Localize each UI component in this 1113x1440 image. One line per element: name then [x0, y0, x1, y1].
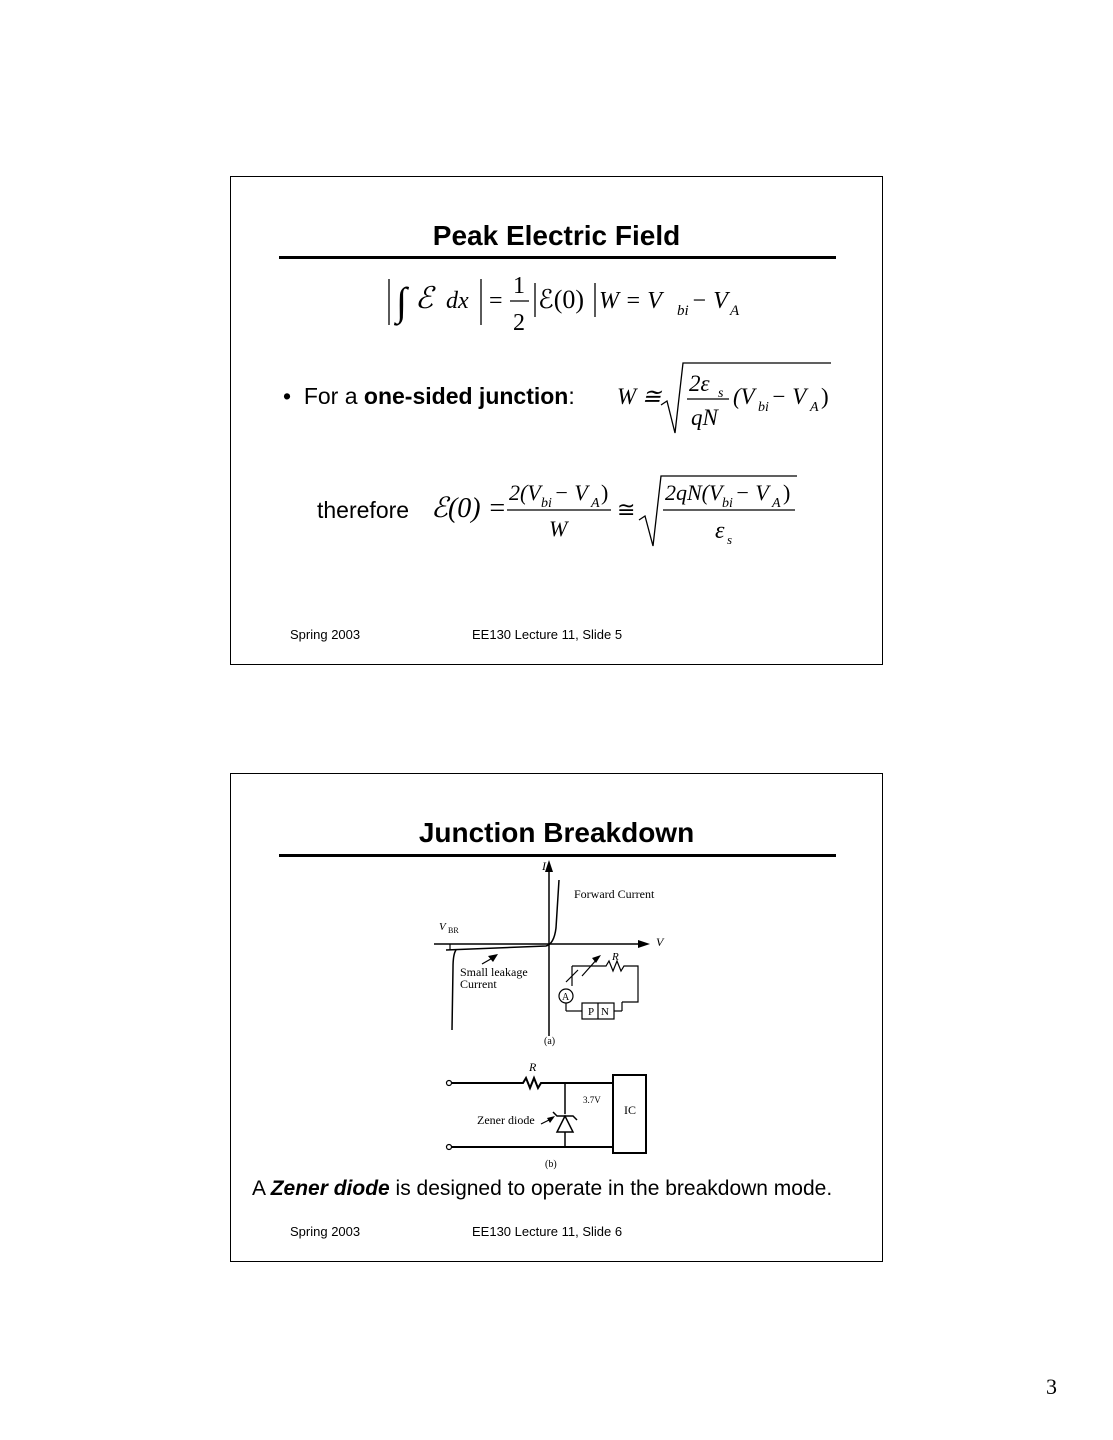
svg-text:2: 2 [513, 310, 525, 336]
svg-text:V: V [656, 935, 664, 949]
svg-text:R: R [612, 951, 619, 963]
svg-text:− V: − V [554, 480, 588, 505]
terminal-icon [447, 1145, 452, 1150]
svg-text:=: = [489, 288, 503, 314]
title-rule [279, 854, 836, 857]
svg-text:BR: BR [448, 926, 459, 935]
svg-text:(V: (V [733, 384, 755, 409]
svg-text:∫: ∫ [396, 279, 407, 324]
equation-peak-field [429, 470, 809, 555]
svg-text:(b): (b) [545, 1159, 557, 1170]
svg-text:): ) [601, 480, 609, 505]
slide-junction-breakdown [230, 773, 883, 1262]
svg-text:− V: − V [691, 288, 728, 314]
equation-integral [371, 265, 751, 340]
svg-text:N: N [601, 1006, 609, 1018]
svg-text:− V: − V [771, 384, 807, 409]
svg-text:Zener diode: Zener diode [477, 1113, 535, 1127]
svg-text:bi: bi [722, 496, 733, 511]
svg-text:I: I [542, 859, 546, 873]
bullet-one-sided: • For a one-sided junction: [283, 383, 575, 409]
bullet-bold-term: one-sided junction [363, 383, 569, 409]
figure-zener-circuit [441, 1056, 671, 1174]
svg-text:ℰ(0) =: ℰ(0) = [431, 493, 507, 524]
title-rule [279, 256, 836, 259]
svg-text:− V: − V [735, 480, 769, 505]
therefore-label: therefore [317, 497, 410, 523]
svg-text:s: s [727, 532, 733, 547]
svg-text:qN: qN [691, 405, 718, 430]
footer-date: Spring 2003 [290, 627, 361, 642]
svg-text:2qN(V: 2qN(V [665, 480, 723, 505]
i-axis-arrow-icon [545, 860, 553, 872]
svg-text:A: A [591, 496, 600, 511]
svg-text:A: A [772, 496, 781, 511]
resistor-icon [452, 1078, 613, 1088]
iv-curve [446, 880, 559, 950]
svg-text:(a): (a) [544, 1036, 556, 1047]
svg-text:V: V [439, 921, 446, 933]
field-symbol: ℰ [415, 282, 434, 315]
slide-title: Peak Electric Field [432, 220, 681, 251]
svg-text:ℰ(0): ℰ(0) [538, 285, 585, 314]
svg-text:Small leakage: Small leakage [460, 965, 528, 979]
svg-text:dx: dx [446, 288, 469, 314]
svg-text:bi: bi [677, 303, 689, 319]
resistor-icon [598, 961, 638, 1002]
svg-text:2(V: 2(V [509, 480, 541, 505]
svg-text:A: A [730, 303, 740, 319]
breakdown-curve [452, 950, 456, 1030]
svg-text:Forward Current: Forward Current [574, 887, 655, 901]
equation-depletion-width [615, 355, 835, 440]
terminal-icon [447, 1081, 452, 1086]
bullet-dot: • [283, 383, 292, 409]
footer-slide-id: EE130 Lecture 11, Slide 6 [472, 1224, 623, 1239]
page-number: 3 [1046, 1374, 1057, 1399]
svg-text:s: s [718, 386, 724, 401]
svg-text:1: 1 [513, 273, 525, 299]
footer-date: Spring 2003 [290, 1224, 361, 1239]
svg-text:): ) [783, 480, 791, 505]
svg-text:≅: ≅ [617, 497, 636, 522]
svg-text:P: P [588, 1006, 595, 1018]
slide-peak-electric-field [230, 176, 883, 665]
svg-text:W ≅: W ≅ [617, 384, 662, 409]
svg-text:A: A [562, 992, 570, 1003]
svg-text:bi: bi [758, 400, 769, 415]
svg-text:3.7V: 3.7V [583, 1095, 601, 1105]
svg-text:ε: ε [715, 518, 725, 544]
figure-iv-curve [426, 858, 686, 1048]
zener-diode-icon [557, 1116, 573, 1132]
svg-text:bi: bi [541, 496, 552, 511]
svg-text:W: W [549, 516, 568, 541]
zener-emphasis: Zener diode [270, 1177, 390, 1200]
svg-text:A: A [810, 400, 819, 415]
footer-slide-id: EE130 Lecture 11, Slide 5 [472, 627, 623, 642]
svg-text:R: R [529, 1060, 537, 1074]
svg-text:IC: IC [624, 1103, 636, 1117]
svg-text:2ε: 2ε [689, 371, 710, 396]
zener-caption: A Zener diode is designed to operate in the breakdown mode. [252, 1177, 833, 1200]
v-axis-arrow-icon [638, 940, 650, 948]
leakage-arrow-icon [488, 954, 498, 962]
svg-text:): ) [821, 384, 829, 409]
slide-title: Junction Breakdown [418, 817, 695, 848]
svg-text:W = V: W = V [599, 288, 662, 314]
svg-text:Current: Current [460, 977, 497, 991]
